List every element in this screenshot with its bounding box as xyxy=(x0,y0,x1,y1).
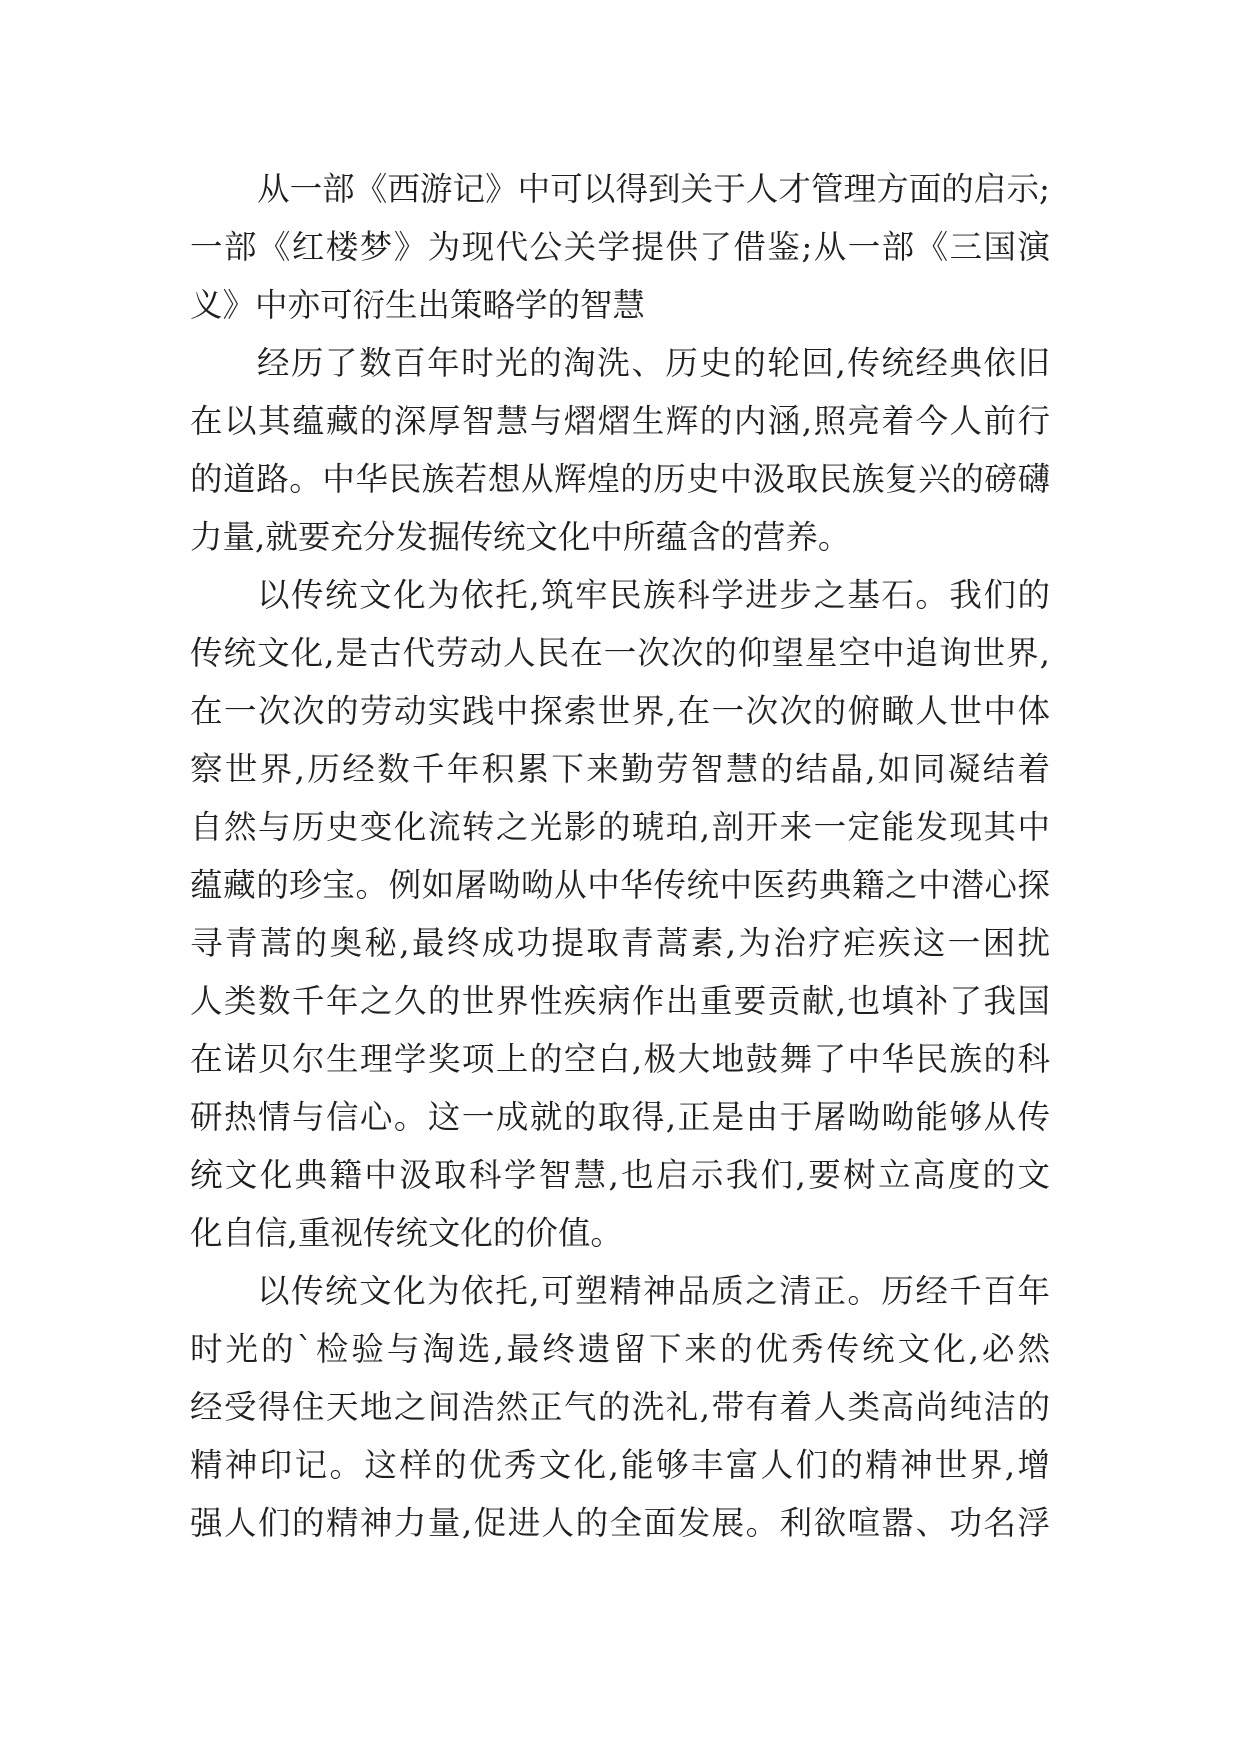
text-line: 经历了数百年时光的淘洗、历史的轮回,传统经典依旧 xyxy=(257,344,1050,382)
text-line: 在以其蕴藏的深厚智慧与熠熠生辉的内涵,照亮着今人前行 xyxy=(190,402,1050,440)
text-line: 以传统文化为依托,筑牢民族科学进步之基石。我们的 xyxy=(257,576,1050,614)
text-line: 蕴藏的珍宝。例如屠呦呦从中华传统中医药典籍之中潜心探 xyxy=(190,866,1050,904)
text-line: 强人们的精神力量,促进人的全面发展。利欲喧嚣、功名浮 xyxy=(190,1504,1050,1542)
text-line: 察世界,历经数千年积累下来勤劳智慧的结晶,如同凝结着 xyxy=(190,750,1050,788)
text-line: 化自信,重视传统文化的价值。 xyxy=(190,1214,623,1252)
text-line: 力量,就要充分发掘传统文化中所蕴含的营养。 xyxy=(190,518,851,556)
text-line: 精神印记。这样的优秀文化,能够丰富人们的精神世界,增 xyxy=(190,1446,1050,1484)
text-line: 传统文化,是古代劳动人民在一次次的仰望星空中追询世界, xyxy=(190,634,1050,672)
text-line: 经受得住天地之间浩然正气的洗礼,带有着人类高尚纯洁的 xyxy=(190,1388,1050,1426)
text-line: 寻青蒿的奥秘,最终成功提取青蒿素,为治疗疟疾这一困扰 xyxy=(190,924,1050,962)
text-line: 以传统文化为依托,可塑精神品质之清正。历经千百年 xyxy=(257,1272,1050,1310)
text-line: 时光的`检验与淘选,最终遗留下来的优秀传统文化,必然 xyxy=(190,1330,1050,1368)
text-line: 从一部《西游记》中可以得到关于人才管理方面的启示; xyxy=(257,170,1050,208)
text-line: 一部《红楼梦》为现代公关学提供了借鉴;从一部《三国演 xyxy=(190,228,1050,266)
text-line: 义》中亦可衍生出策略学的智慧 xyxy=(190,286,646,324)
text-line: 统文化典籍中汲取科学智慧,也启示我们,要树立高度的文 xyxy=(190,1156,1050,1194)
text-line: 研热情与信心。这一成就的取得,正是由于屠呦呦能够从传 xyxy=(190,1098,1050,1136)
text-line: 在一次次的劳动实践中探索世界,在一次次的俯瞰人世中体 xyxy=(190,692,1050,730)
text-line: 自然与历史变化流转之光影的琥珀,剖开来一定能发现其中 xyxy=(190,808,1050,846)
text-line: 人类数千年之久的世界性疾病作出重要贡献,也填补了我国 xyxy=(190,982,1050,1020)
text-line: 的道路。中华民族若想从辉煌的历史中汲取民族复兴的磅礴 xyxy=(190,460,1050,498)
text-line: 在诺贝尔生理学奖项上的空白,极大地鼓舞了中华民族的科 xyxy=(190,1040,1050,1078)
